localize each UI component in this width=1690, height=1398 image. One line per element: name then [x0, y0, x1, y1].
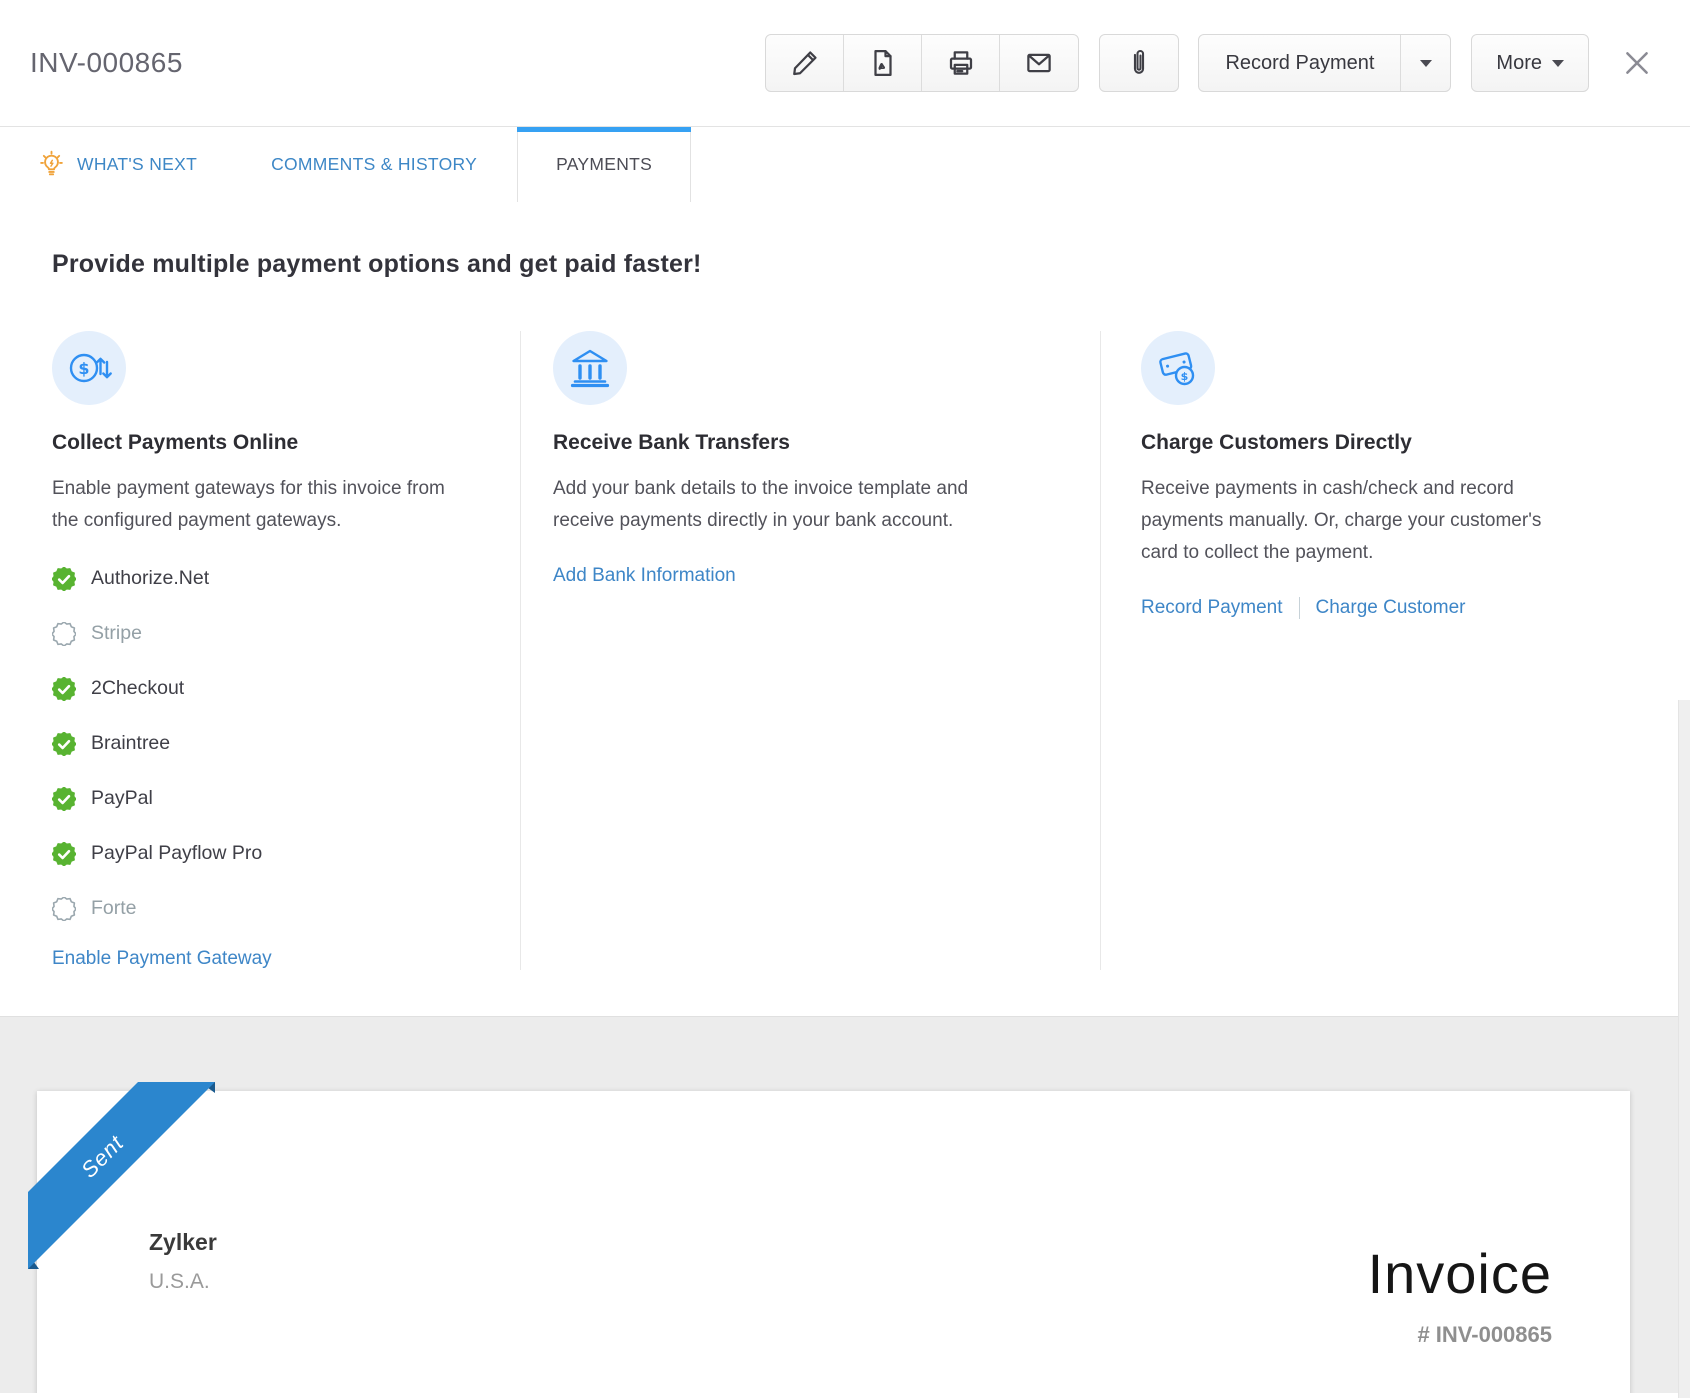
company-country: U.S.A.: [149, 1270, 210, 1293]
column-title: Collect Payments Online: [52, 431, 299, 454]
company-name: Zylker: [149, 1229, 217, 1255]
invoice-document-number: # INV-000865: [1417, 1322, 1552, 1347]
column-description: Receive payments in cash/check and record payments manually. Or, charge your customer's card to collect the payment.: [1141, 478, 1542, 563]
email-button[interactable]: [1000, 35, 1078, 91]
pdf-icon: [868, 48, 898, 78]
gateway-enabled-icon: [52, 567, 76, 591]
tab-label: COMMENTS & HISTORY: [271, 154, 478, 174]
gateway-row-forte: Forte: [52, 881, 520, 936]
column-title: Charge Customers Directly: [1141, 431, 1412, 454]
cash-icon: [1141, 331, 1215, 405]
lightbulb-icon: [38, 150, 65, 180]
scrollbar[interactable]: [1678, 700, 1690, 1398]
svg-text:$: $: [1180, 370, 1189, 383]
record-payment-button[interactable]: Record Payment: [1225, 51, 1375, 74]
gateway-row-authorize-net: Authorize.Net: [52, 551, 520, 606]
invoice-preview-section: [0, 1016, 1690, 1393]
pdf-button[interactable]: [844, 35, 922, 91]
email-icon: [1024, 48, 1054, 78]
enable-payment-gateway-link[interactable]: Enable Payment Gateway: [52, 948, 272, 969]
print-button[interactable]: [922, 35, 1000, 91]
header: [0, 0, 1690, 126]
page-title: INV-000865: [30, 47, 183, 78]
gateway-disabled-icon: [52, 897, 76, 921]
tab-comments-history[interactable]: [271, 127, 477, 202]
tab-label: WHAT'S NEXT: [77, 154, 198, 174]
gateway-enabled-icon: [52, 677, 76, 701]
invoice-title-block: [1368, 1241, 1552, 1348]
gateway-row-paypal-payflow-pro: PayPal Payflow Pro: [52, 826, 520, 881]
tab-label: PAYMENTS: [556, 154, 653, 174]
charge-customer-link[interactable]: Charge Customer: [1315, 597, 1466, 618]
edit-icon: [790, 48, 820, 78]
invoice-preview-paper: [37, 1091, 1630, 1393]
coin-dollar-icon: [52, 331, 126, 405]
bank-transfers-column: [520, 331, 1100, 970]
gateway-enabled-icon: [52, 787, 76, 811]
gateway-row-paypal: PayPal: [52, 771, 520, 826]
column-description: Add your bank details to the invoice template and receive payments directly in your bank account.: [553, 478, 969, 531]
gateway-disabled-icon: [52, 622, 76, 646]
more-button[interactable]: More: [1471, 34, 1589, 92]
tab-bar: [0, 126, 1690, 202]
gateway-enabled-icon: [52, 842, 76, 866]
chevron-down-icon: [1552, 60, 1564, 67]
bank-icon: [553, 331, 627, 405]
gateway-row-stripe: Stripe: [52, 606, 520, 661]
svg-text:$: $: [78, 359, 90, 378]
gateway-row-2checkout: 2Checkout: [52, 661, 520, 716]
close-button[interactable]: [1621, 47, 1653, 79]
add-bank-information-link[interactable]: Add Bank Information: [553, 565, 736, 586]
gateway-row-braintree: Braintree: [52, 716, 520, 771]
print-icon: [946, 48, 976, 78]
attachment-icon: [1125, 48, 1153, 78]
tab-payments[interactable]: [517, 127, 691, 202]
document-actions-group: [765, 34, 1079, 92]
panel-heading: Provide multiple payment options and get paid faster!: [52, 250, 702, 278]
record-payment-link[interactable]: Record Payment: [1141, 597, 1283, 618]
charge-directly-column: [1100, 331, 1650, 970]
sent-ribbon: [17, 1071, 277, 1331]
close-icon: [1621, 47, 1653, 79]
payments-panel: [0, 202, 1690, 1016]
tab-whats-next[interactable]: [38, 127, 197, 202]
invoice-document-title: Invoice: [1367, 1242, 1552, 1305]
sent-ribbon-label: Sent: [76, 1130, 129, 1183]
record-payment-dropdown[interactable]: [1400, 35, 1450, 91]
link-divider: [1299, 597, 1300, 619]
attachment-button[interactable]: [1099, 34, 1179, 92]
chevron-down-icon: [1420, 60, 1432, 67]
record-payment-split-button: [1198, 34, 1451, 92]
collect-payments-column: [52, 331, 520, 970]
toolbar: [765, 34, 1653, 92]
column-title: Receive Bank Transfers: [553, 431, 790, 454]
gateway-list: [52, 551, 520, 936]
gateway-enabled-icon: [52, 732, 76, 756]
column-description: Enable payment gateways for this invoice from the configured payment gateways.: [52, 478, 445, 531]
edit-button[interactable]: [766, 35, 844, 91]
company-block: [149, 1229, 217, 1294]
